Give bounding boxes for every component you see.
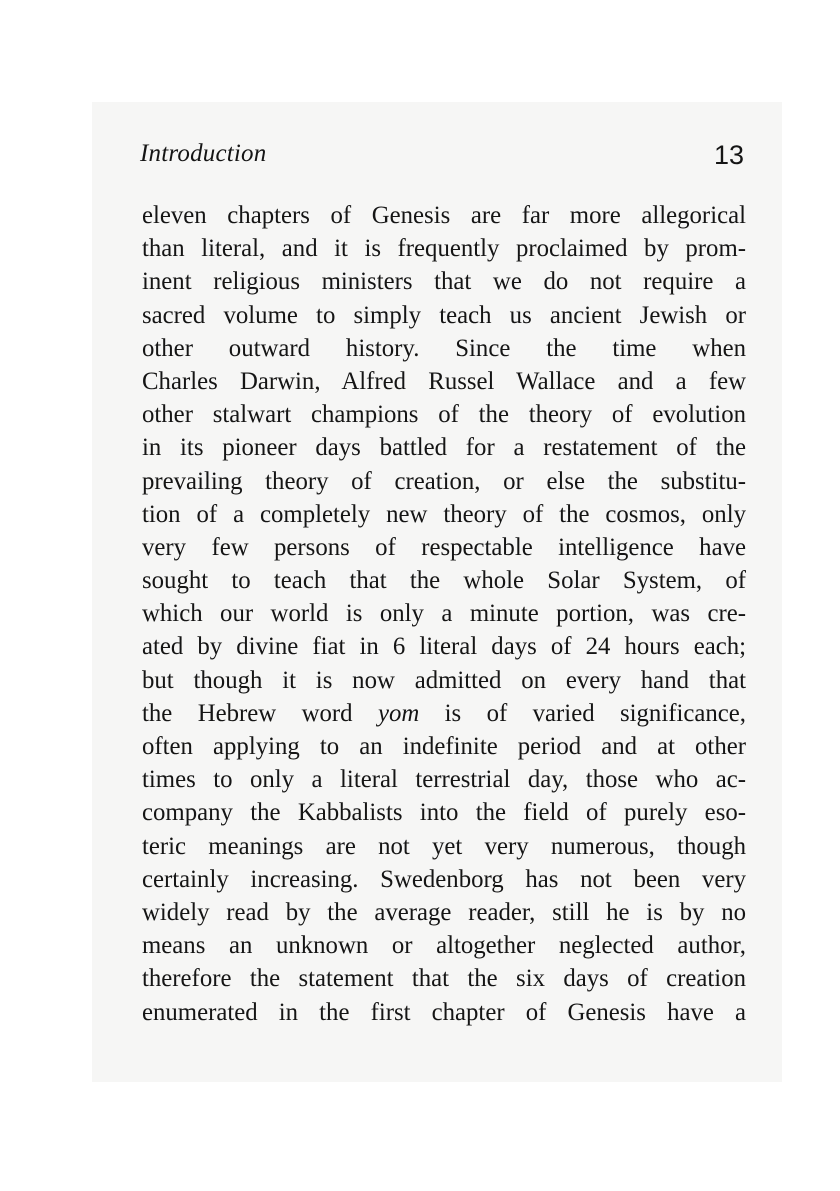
- text-line: sought to teach that the whole Solar System, of: [142, 567, 746, 595]
- running-head: [140, 140, 744, 180]
- text-line: sacred volume to simply teach us ancient Jewish or: [142, 301, 746, 329]
- text-line: other outward history. Since the time when: [142, 334, 746, 362]
- text-line: tion of a completely new theory of the cosmos, only: [142, 500, 746, 528]
- text-line: which our world is only a minute portion, was cre-: [142, 600, 746, 628]
- text-line: inent religious ministers that we do not require a: [142, 268, 746, 296]
- text-segment: the Hebrew word: [142, 699, 378, 727]
- text-line: means an unknown or altogether neglected author,: [142, 932, 746, 960]
- text-line: often applying to an indefinite period and at other: [142, 733, 746, 760]
- text-line: in its pioneer days battled for a restatement of the: [142, 434, 746, 462]
- text-line: Charles Darwin, Alfred Russel Wallace and a few: [142, 367, 746, 395]
- italic-word-yom: yom: [377, 699, 420, 727]
- body-text: [142, 199, 746, 1029]
- text-segment: is of varied significance,: [419, 699, 746, 727]
- text-line: therefore the statement that the six days of creation: [142, 965, 746, 993]
- text-line: than literal, and it is frequently proclaimed by prom-: [142, 235, 746, 263]
- text-line: other stalwart champions of the theory of evolution: [142, 401, 746, 429]
- text-line: times to only a literal terrestrial day, those who ac-: [142, 766, 746, 794]
- text-line: ated by divine fiat in 6 literal days of 24 hours each;: [142, 633, 746, 661]
- text-line: enumerated in the first chapter of Genesis have a: [142, 998, 746, 1026]
- text-line-yom: [142, 697, 746, 730]
- text-line: widely read by the average reader, still he is by no: [142, 898, 746, 926]
- text-line: eleven chapters of Genesis are far more allegorical: [142, 202, 746, 229]
- running-head-title: Introduction: [140, 140, 267, 167]
- text-line: company the Kabbalists into the field of purely eso-: [142, 799, 746, 827]
- text-line: teric meanings are not yet very numerous, though: [142, 832, 746, 860]
- text-line: certainly increasing. Swedenborg has not been very: [142, 865, 746, 893]
- page-number: 13: [713, 140, 744, 170]
- text-line: prevailing theory of creation, or else the substitu-: [142, 467, 746, 495]
- text-line: but though it is now admitted on every hand that: [142, 666, 746, 694]
- text-line: very few persons of respectable intelligence have: [142, 533, 746, 561]
